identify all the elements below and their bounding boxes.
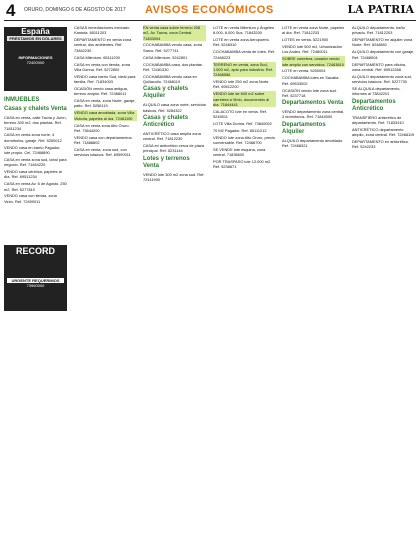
classified-ad: DEPARTAMENTO en alquiler zona Norte. Ref. 5248891: [352, 37, 413, 48]
classified-ad: CASA Milenium. 5242801: [143, 54, 188, 60]
section-heading: Departamentos Alquiler: [282, 121, 326, 135]
section-heading: Casas y chalets Venta: [4, 106, 67, 112]
classified-ad: CASA en venta Av. 6 de Agosto, 250 m2. Ref. 5277810: [4, 181, 67, 192]
classified-ad: CASA en venta, zona sud, con servicios básicos. Ref. 69590011: [74, 146, 131, 158]
classified-ad: VENDO lote zona Alto Oruro, precio conversable. Ref. 72468700: [213, 134, 276, 145]
classified-ad: VENDO casa barrio Sud, ideal para familia. Ref. 71834003: [74, 73, 136, 85]
classified-ad: LOTE en venta zona Aeropuerto. Ref. 5248310: [213, 37, 270, 48]
page-header: [0, 0, 420, 20]
classified-ad: DEPARTAMENTO en anticrético. Ref. 5242233: [352, 138, 410, 150]
classified-ad: TRANSFIERO anticrético de departamento. Ref. 71833410: [352, 114, 404, 125]
classified-ad: VENDO lote 500 m2, Urbanización Los Andes. Ref. 72480011: [282, 44, 343, 55]
classified-ad: VENDO lote de 600 m2 sobre carretera a Vinto, documentos al día. 71844441: [213, 91, 276, 107]
classified-ad: CASA en venta, calle Tacna y Junín, terreno 300 m2, dos plantas. Ref. 71811234: [4, 115, 67, 131]
classified-ad: ALQUILO departamento amoblado. Ref. 72468321: [282, 137, 344, 149]
classified-ad: OCASIÓN vendo lote zona sud. Ref. 5237718: [282, 87, 337, 98]
ad-record: RECORD URGENTE REQUERIMOS 73960000: [4, 245, 67, 311]
classified-ad: EN venta casa sobre terreno 208 m2, Av. Tacna, zona Central. 71833004: [143, 25, 206, 41]
classified-ad: VENDO casa céntrica, papeles al día. Ref. 69511234: [4, 169, 62, 180]
classified-ad: COCHABAMBA casa, dos plantas. Ref. 72481330: [143, 61, 203, 72]
column-1: [4, 95, 67, 540]
section-title: AVISOS ECONÓMICOS: [145, 4, 274, 16]
classified-ad: POR TRASPASO lote 12.000 m2. Ref. 5236671: [213, 159, 272, 170]
section-heading: Casas y chalets Anticrético: [143, 114, 189, 128]
section-heading: Casas y chalets Alquiler: [143, 86, 189, 100]
classified-ad: DEPARTAMENTO en venta zona central, dos ambientes. Ref. 73842230: [74, 37, 132, 53]
classified-ad: COCHABAMBA lotes en Sacaba. Ref. 69533002: [282, 75, 340, 86]
classified-ad: CASA en venta con tienda, zona Villa Dorina. Ref. 5272800: [74, 61, 131, 72]
classified-ad: VENDO casa en barrio Pagador, lote propio. Cel. 72468890: [4, 144, 61, 155]
page-number: 4: [6, 1, 16, 20]
classified-ad: CASA en venta zona Alto Oruro. Ref. 73844200: [74, 122, 130, 133]
classified-ad: ANTICRÉTICO casa amplia zona central. Ref. 71812230: [143, 130, 201, 142]
column-6: [352, 25, 415, 540]
header-rule: [4, 20, 416, 21]
classified-ad: ALQUILO departamento, baño privado. Ref. 71812203: [352, 25, 405, 36]
classified-ad: VENDO casa con tienda, zona Vinto. Ref. 72490011: [4, 193, 57, 204]
classified-ad: SOBRE carretera, ocasión vendo lote amplio con servicios. 72463810: [282, 56, 344, 67]
classified-ad: COCHABAMBA vendo casa en Quillacollo. 72468119: [143, 73, 197, 85]
classified-ad: CASA Milenium. 65111200: [74, 54, 120, 60]
classified-ad: LOTES en venta. 5221900: [282, 37, 329, 43]
classified-ad: SE ALQUILA departamento, informes al 73842201: [352, 85, 401, 97]
column-5: [282, 25, 345, 540]
classified-ad: ALQUILO departamento con garaje. Ref. 72468004: [352, 49, 415, 60]
column-3: [143, 25, 206, 540]
classified-ad: ANTICRÉTICO departamento amplio, zona central. Ref. 72468119: [352, 126, 415, 138]
classified-ad: CASA en venta, zona Norte, garaje, patio. Ref. 5256119: [74, 98, 136, 109]
classified-ad: LOTE en venta. 5250004: [282, 68, 326, 74]
classified-ad: LOTE Villa Dorina. Ref. 73840092: [213, 120, 272, 126]
newspaper-logo: LA PATRIA: [347, 3, 414, 16]
classified-ad: VENDO lote 250 m2 zona Norte. Ref. 69512200: [213, 79, 270, 90]
classified-ad: CASA en anticrético cerca de plaza principal. Ref. 5231144: [143, 143, 204, 154]
column-4: [213, 25, 276, 540]
section-heading: Departamentos Anticrético: [352, 98, 396, 112]
ad-espana: España PRÉSTAMOS EN DÓLARES INFORMACIONES 72400000: [4, 27, 67, 91]
classified-ad: VENDO casa amoblada, zona Villa Victoria, papeles al día. 72481100: [74, 110, 137, 121]
classified-ad: VENDO departamento zona central, 3 dormitorios. Ref. 71844500: [282, 109, 345, 120]
classified-ad: CASA en venta zona norte, 4 dormitorios, garaje. Ref. 5250012: [4, 132, 62, 143]
classified-ad: LOTE en venta Milenium y Ángeles 8.000, 6.000 Sus. 71843200: [213, 25, 274, 36]
classified-ad: CASAS inmediaciones mercado Kantuta. 65111203: [74, 25, 130, 36]
classified-ad: SE VENDE lote esquina, zona central. 71836600: [213, 146, 266, 158]
classified-ad: TERRENO en venta, zona Sud, 1.500 m2, apto para industria. Ref. 72468556: [213, 62, 276, 78]
classified-ad: ALQUILO casa zona norte, servicios básicos. Ref. 5284322: [143, 102, 206, 113]
section-heading: INMUEBLES: [4, 97, 40, 103]
classified-ad: CASA en venta zona sud, ideal para negocio. Ref. 71844220: [4, 156, 67, 168]
section-heading: Departamentos Venta: [282, 100, 344, 107]
classified-ad: VENDO casa con departamentos. Ref. 71888802: [74, 134, 133, 145]
classified-ad: CALACOTO lote en venta. Ref. 5245511: [213, 108, 267, 120]
classified-ad: VENDO lote 300 m2 zona sud. Ref. 72411900: [143, 171, 205, 183]
classified-ad: OCASIÓN vendo casa antigua, terreno amplio. Ref. 72468011: [74, 85, 128, 97]
classified-ad: LOTE en venta zona Norte, papeles al día. Ref. 71812233: [282, 25, 345, 36]
column-2: [74, 25, 137, 540]
classified-ad: COCHABAMBA vendo casa, zona Sarco. Ref. 5277741: [143, 42, 203, 53]
classified-ad: ALQUILO departamento zona sud, servicios básicos. Ref. 5227730: [352, 73, 412, 85]
classified-ad: DEPARTAMENTO para oficina, zona central. Ref. 69512288: [352, 61, 406, 72]
classified-ad: 70 M2 Pagador. Ref. 65111212: [213, 127, 267, 133]
edition-date: ORURO, DOMINGO 6 DE AGOSTO DE 2017: [24, 7, 126, 13]
section-heading: Lotes y terrenos Venta: [143, 155, 190, 169]
classified-ad: COCHABAMBA venta de lotes. Ref. 72468223: [213, 49, 276, 60]
